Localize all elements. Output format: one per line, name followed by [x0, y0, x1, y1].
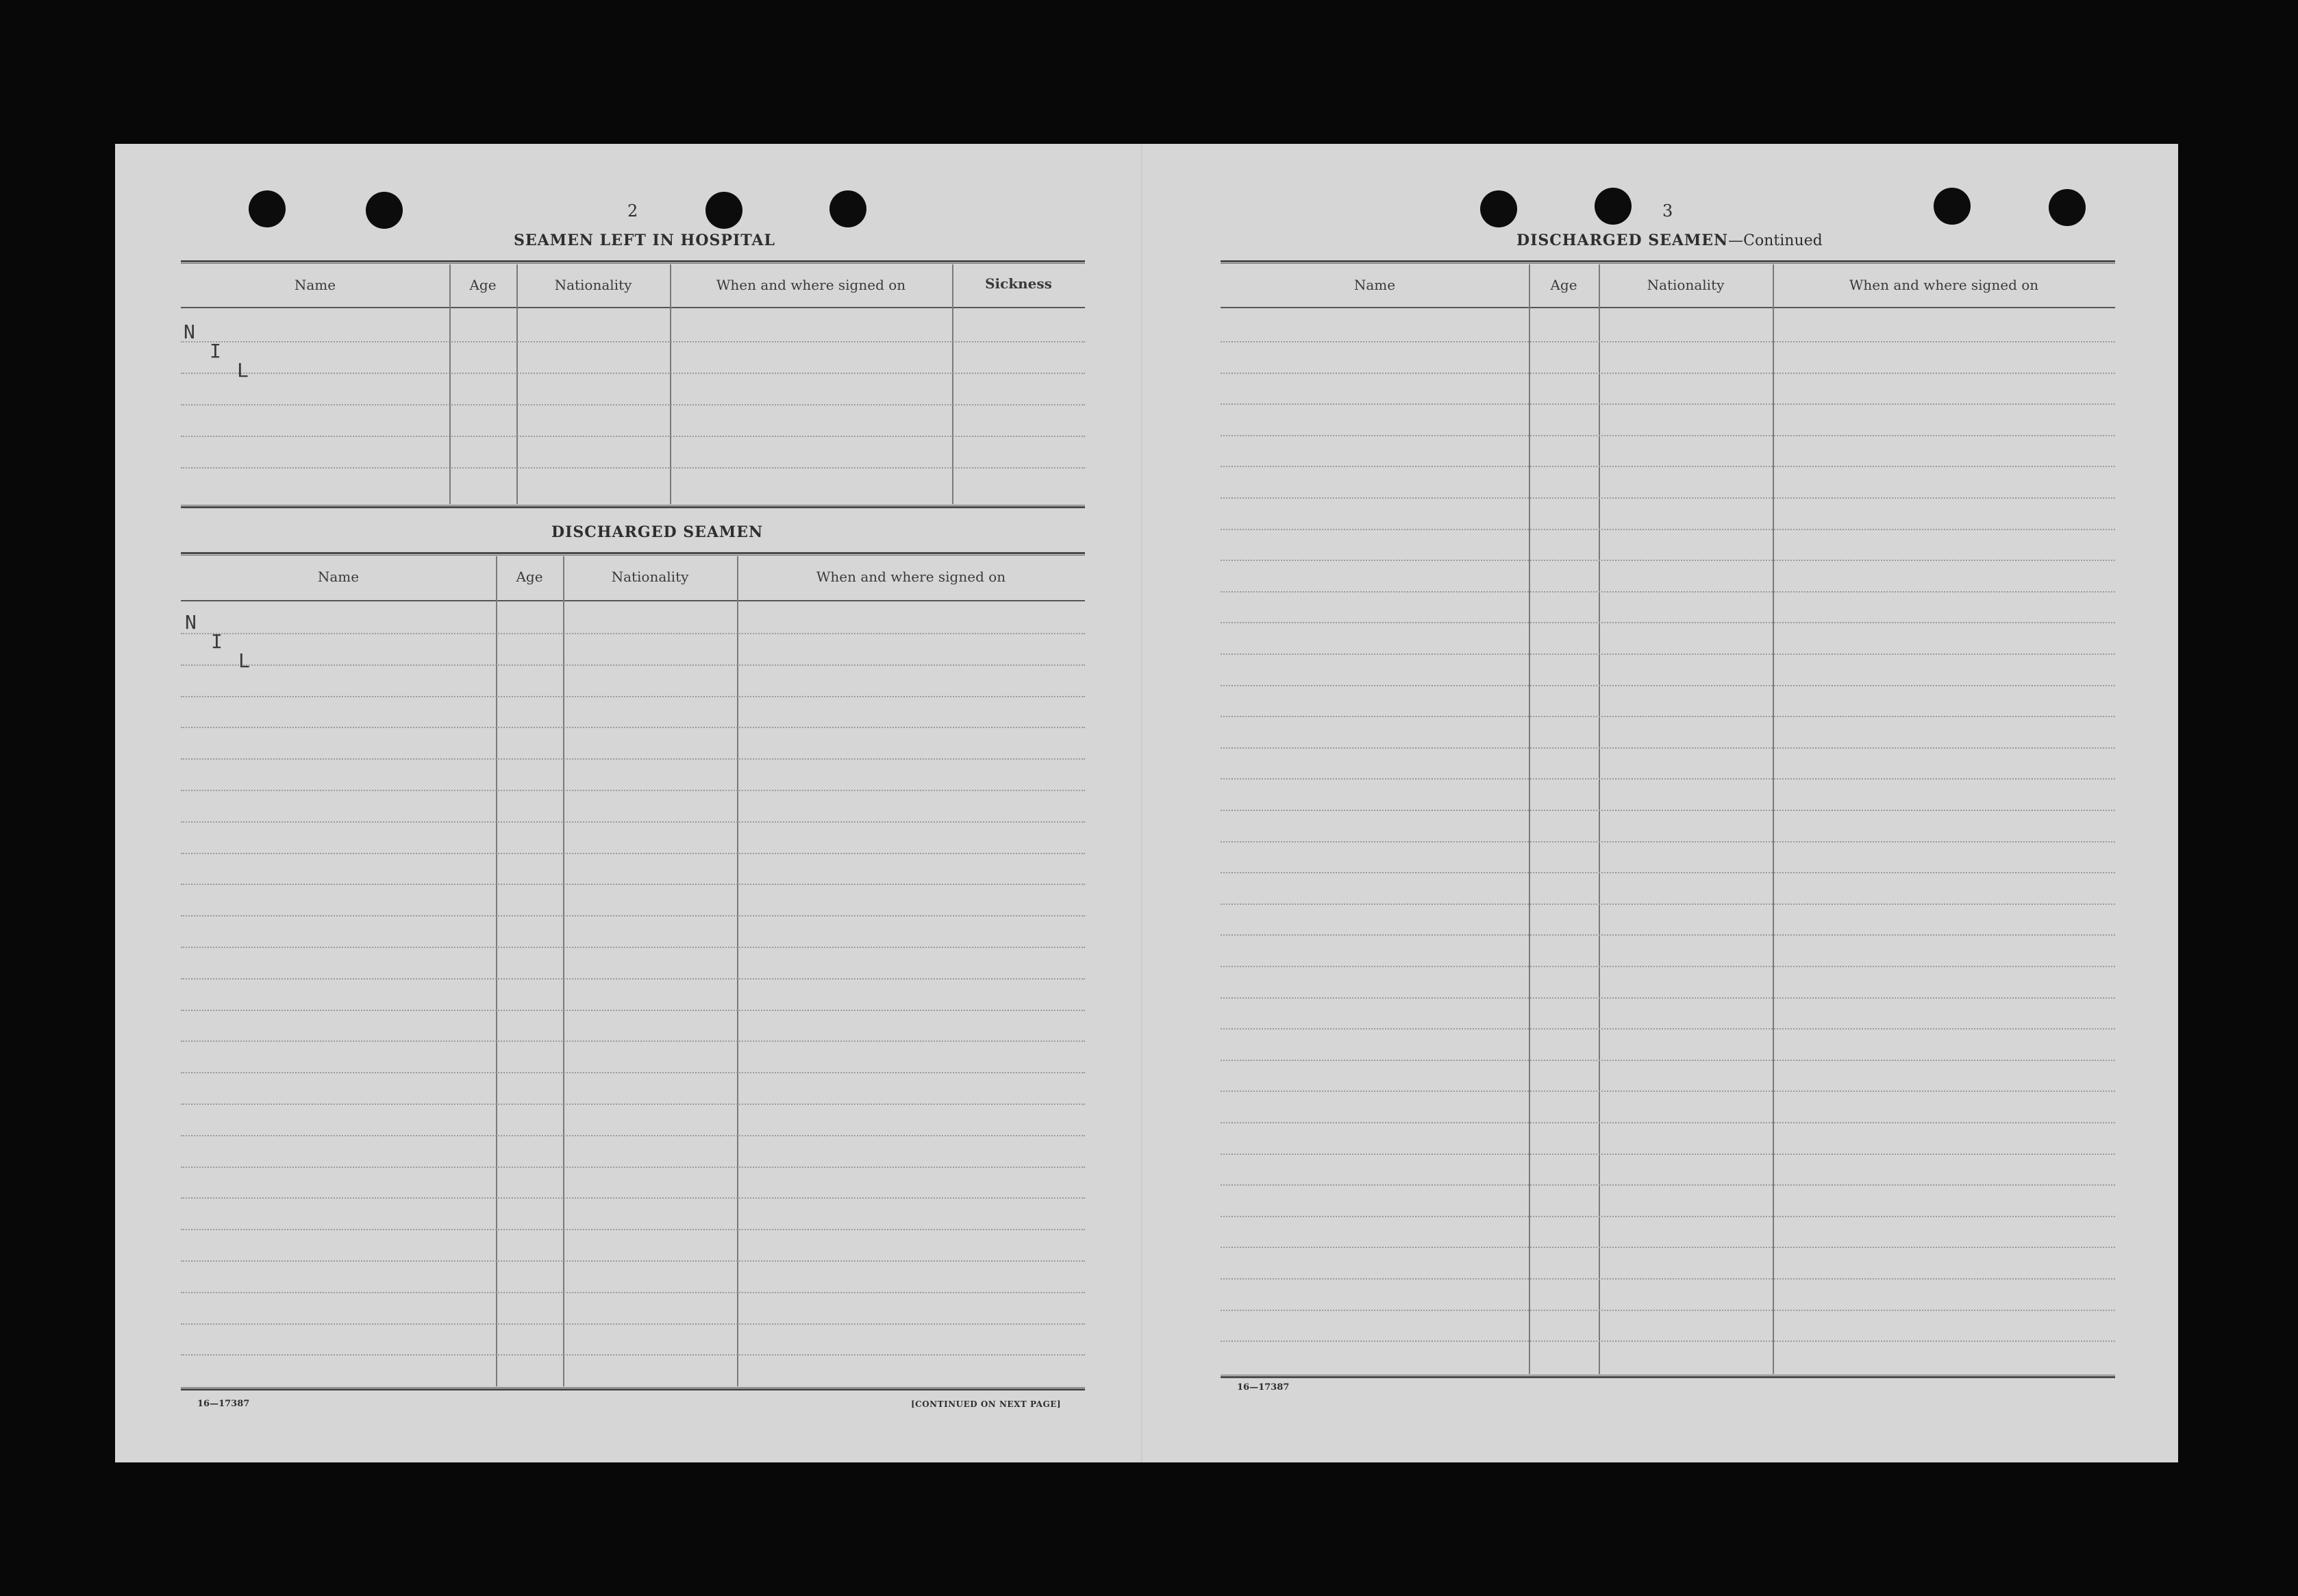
- table-row: [181, 1010, 1085, 1011]
- table-bottom-rule: [181, 1387, 1085, 1391]
- hospital-table: [181, 260, 1085, 508]
- table-row: [1221, 841, 2115, 843]
- table-row: [1221, 716, 2115, 717]
- title-suffix: —Continued: [1728, 232, 1823, 249]
- table-row: [181, 404, 1085, 406]
- table-top-rule: [181, 552, 1085, 556]
- punch-hole: [705, 192, 742, 229]
- table-row: [181, 790, 1085, 791]
- hospital-section-title: SEAMEN LEFT IN HOSPITAL: [514, 232, 775, 249]
- table-row: [1221, 403, 2115, 405]
- form-code-right: 16—17387: [1237, 1382, 1290, 1393]
- table-row: [1221, 1184, 2115, 1186]
- table-row: [1221, 1060, 2115, 1061]
- discharged-table-right: [1221, 260, 2115, 1378]
- punch-hole: [1934, 188, 1971, 225]
- table-top-rule: [181, 260, 1085, 264]
- table-row: [1221, 622, 2115, 623]
- column-header-name: Name: [317, 569, 360, 585]
- table-row: [1221, 1216, 2115, 1217]
- table-row: [1221, 1310, 2115, 1311]
- table-row: [181, 1104, 1085, 1105]
- table-row: [181, 853, 1085, 854]
- column-header-name: Name: [1353, 277, 1396, 293]
- punch-hole: [249, 190, 286, 227]
- punch-hole: [1480, 190, 1517, 227]
- nil-letter-i: I: [210, 340, 221, 362]
- table-row: [1221, 591, 2115, 593]
- table-row: [1221, 778, 2115, 780]
- header-rule: [1221, 307, 2115, 308]
- column-header-age: Age: [469, 277, 497, 293]
- table-row: [181, 664, 1085, 666]
- table-row: [181, 1323, 1085, 1325]
- column-header-signed-on: When and where signed on: [1849, 277, 2039, 293]
- table-row: [181, 1229, 1085, 1230]
- table-row: [181, 436, 1085, 437]
- title-main: DISCHARGED SEAMEN: [1516, 232, 1729, 249]
- continued-note: [CONTINUED ON NEXT PAGE]: [911, 1399, 1062, 1409]
- table-row: [181, 1135, 1085, 1136]
- punch-hole: [2049, 189, 2086, 226]
- table-row: [1221, 560, 2115, 561]
- nil-letter-l: L: [237, 359, 249, 382]
- table-row: [1221, 529, 2115, 530]
- table-row: [1221, 685, 2115, 686]
- table-row: [1221, 966, 2115, 967]
- table-row: [1221, 373, 2115, 374]
- table-row: [181, 633, 1085, 634]
- header-rule: [181, 307, 1085, 308]
- table-row: [181, 373, 1085, 374]
- column-divider: [1529, 264, 1530, 1374]
- table-row: [181, 821, 1085, 823]
- column-header-sickness: Sickness: [985, 275, 1052, 292]
- column-divider: [563, 556, 564, 1386]
- table-row: [181, 758, 1085, 760]
- page-number-right: 3: [1662, 201, 1673, 221]
- punch-hole: [1595, 188, 1632, 225]
- column-header-nationality: Nationality: [554, 277, 632, 293]
- table-row: [181, 1040, 1085, 1042]
- table-row: [1221, 872, 2115, 873]
- table-row: [181, 947, 1085, 948]
- column-divider: [1599, 264, 1600, 1374]
- column-divider: [1773, 264, 1774, 1374]
- table-bottom-rule: [181, 505, 1085, 508]
- table-bottom-rule: [1221, 1375, 2115, 1378]
- punch-hole: [829, 190, 866, 227]
- table-row: [1221, 1247, 2115, 1248]
- column-header-age: Age: [516, 569, 543, 585]
- table-row: [1221, 1028, 2115, 1030]
- punch-hole: [366, 192, 403, 229]
- table-row: [1221, 1341, 2115, 1342]
- table-row: [1221, 997, 2115, 999]
- table-row: [1221, 435, 2115, 436]
- table-row: [181, 1260, 1085, 1262]
- nil-letter-n: N: [185, 611, 197, 634]
- table-row: [1221, 934, 2115, 936]
- table-row: [1221, 903, 2115, 905]
- table-row: [1221, 1154, 2115, 1155]
- table-row: [1221, 653, 2115, 655]
- nil-letter-l: L: [238, 649, 250, 672]
- column-divider: [496, 556, 497, 1386]
- table-row: [181, 1292, 1085, 1293]
- nil-letter-n: N: [184, 321, 195, 343]
- table-row: [181, 884, 1085, 885]
- table-row: [181, 696, 1085, 697]
- table-row: [181, 1197, 1085, 1199]
- table-row: [1221, 1278, 2115, 1280]
- table-row: [1221, 497, 2115, 499]
- table-row: [1221, 1122, 2115, 1123]
- column-divider: [737, 556, 738, 1386]
- table-row: [1221, 747, 2115, 749]
- table-row: [1221, 810, 2115, 811]
- discharged-table-left: [181, 552, 1085, 1391]
- column-header-age: Age: [1550, 277, 1577, 293]
- page-fold: [1141, 144, 1142, 1462]
- table-row: [181, 1354, 1085, 1356]
- column-header-nationality: Nationality: [611, 569, 689, 585]
- discharged-section-title: DISCHARGED SEAMEN: [551, 523, 764, 541]
- table-row: [181, 915, 1085, 917]
- table-row: [181, 978, 1085, 980]
- table-row: [181, 727, 1085, 728]
- table-row: [1221, 341, 2115, 342]
- table-row: [181, 341, 1085, 342]
- page-number-left: 2: [627, 201, 638, 221]
- table-row: [181, 1167, 1085, 1168]
- table-row: [181, 467, 1085, 469]
- column-header-signed-on: When and where signed on: [816, 569, 1006, 585]
- table-row: [181, 1072, 1085, 1073]
- column-header-name: Name: [294, 277, 336, 293]
- column-header-signed-on: When and where signed on: [716, 277, 906, 293]
- nil-letter-i: I: [211, 630, 223, 653]
- table-row: [1221, 1090, 2115, 1092]
- table-row: [1221, 466, 2115, 467]
- table-top-rule: [1221, 260, 2115, 264]
- ledger-paper: [115, 144, 2178, 1462]
- form-code-left: 16—17387: [197, 1399, 250, 1409]
- header-rule: [181, 600, 1085, 601]
- discharged-continued-title: [1516, 232, 1823, 249]
- column-header-nationality: Nationality: [1647, 277, 1725, 293]
